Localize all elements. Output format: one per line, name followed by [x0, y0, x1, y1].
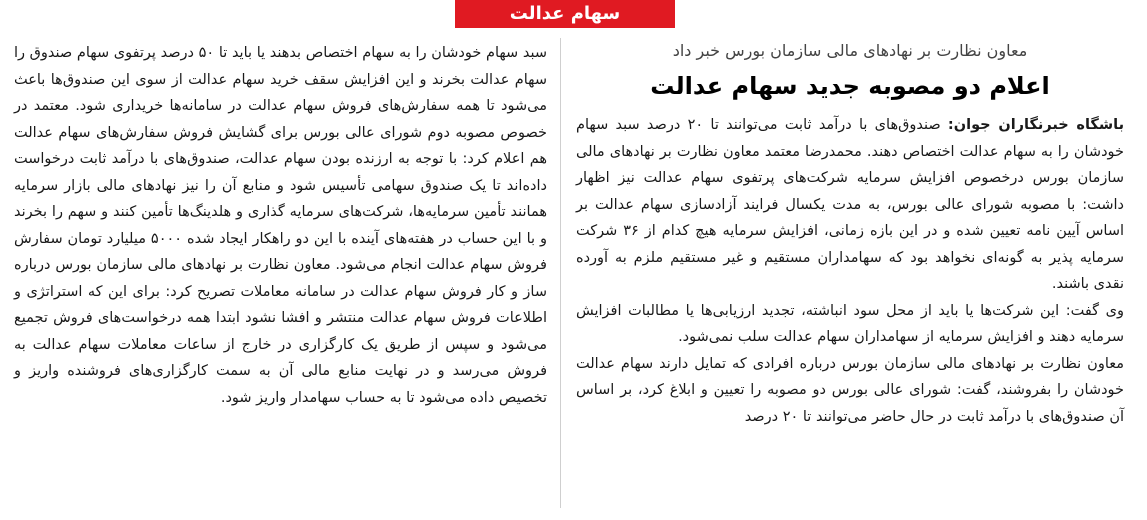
article-column-left [14, 40, 547, 411]
article-continuation: سبد سهام خودشان را به سهام اختصاص بدهند یا باید تا ۵۰ درصد پرتفوی سهام صندوق را سهام عدالت بخرند و این افزایش سقف خرید سهام عدالت از سوی این صندوق‌ها باعث می‌شود تا همه سفارش‌های فروش سهام عدالت در سامانه‌ها خریداری شود. معتمد در خصوص مصوبه دوم شورای عالی بورس برای گشایش فروش سفارش‌های سهام عدالت هم اعلام کرد: با توجه به ارزنده بودن سهام عدالت، صندوق‌های با درآمد ثابت درخواست داده‌اند تا یک صندوق سهامی تأسیس شود و منابع آن را نیز نهادهای مالی بازار سرمایه همانند تأمین سرمایه‌ها، شرکت‌های سرمایه گذاری و هلدینگ‌ها تأمین کنند و سهم را بخرند و با این حساب در هفته‌های آینده با این دو راهکار ایجاد شده ۵۰۰۰ میلیارد تومان سفارش فروش سهام عدالت انجام می‌شود. معاون نظارت بر نهادهای مالی سازمان بورس درباره ساز و کار فروش سهام عدالت در سامانه معاملات تصریح کرد: برای این که استراتژی و اطلاعات فروش سهام عدالت منتشر و افشا نشود ابتدا همه درخواست‌های فروش تجمیع می‌شود و سپس از طریق یک کارگزاری در خارج از ساعات معاملات سهام عدالت به فروش می‌رسد و در نهایت منابع مالی آن به سمت کارگزاری‌های فروشنده واریز و تخصیص داده می‌شود تا به حساب سهامدار واریز شود. [14, 45, 547, 406]
article-paragraph-1 [576, 112, 1124, 298]
article-kicker: معاون نظارت بر نهادهای مالی سازمان بورس خبر داد [672, 41, 1028, 60]
section-label: سهام عدالت [455, 0, 675, 28]
article-paragraph-2: وی گفت: این شرکت‌ها یا باید از محل سود انباشته، تجدید ارزیابی‌ها یا مطالبات افزایش سرمایه دهند و افزایش سرمایه از سهامداران سهام عدالت سلب نمی‌شود. [576, 302, 1124, 345]
article-paragraph-3: معاون نظارت بر نهادهای مالی سازمان بورس درباره افرادی که تمایل دارند سهام عدالت خودشان را بفروشند، گفت: شورای عالی بورس دو مصوبه را تعیین و ابلاغ کرد، بر اساس آن صندوق‌های با درآمد ثابت در حال حاضر می‌توانند تا ۲۰ درصد [576, 355, 1124, 425]
article-column-right [576, 40, 1124, 430]
article-lead: باشگاه خبرنگاران جوان: [947, 117, 1125, 133]
article-headline: اعلام دو مصوبه جدید سهام عدالت [650, 72, 1050, 100]
article-paragraph-1-text: صندوق‌های با درآمد ثابت می‌توانند تا ۲۰ درصد سبد سهام خودشان را به سهام عدالت اختصاص دهند. محمدرضا معتمد معاون نظارت بر نهادهای مالی سازمان بورس درخصوص افزایش سرمایه شرکت‌های پرتفوی سهام عدالت نیز اظهار داشت: با مصوبه شورای عالی بورس، به مدت یکسال فرایند آزادسازی سهام عدالت بر اساس آیین نامه تعیین شده و در این بازه زمانی، افزایش سرمایه هیچ کدام از ۳۶ شرکت سرمایه پذیر به گونه‌ای نخواهد بود که سهامداران مستقیم و غیر مستقیم ملزم به آورده نقدی باشند. [576, 117, 1124, 292]
column-divider [560, 38, 561, 508]
